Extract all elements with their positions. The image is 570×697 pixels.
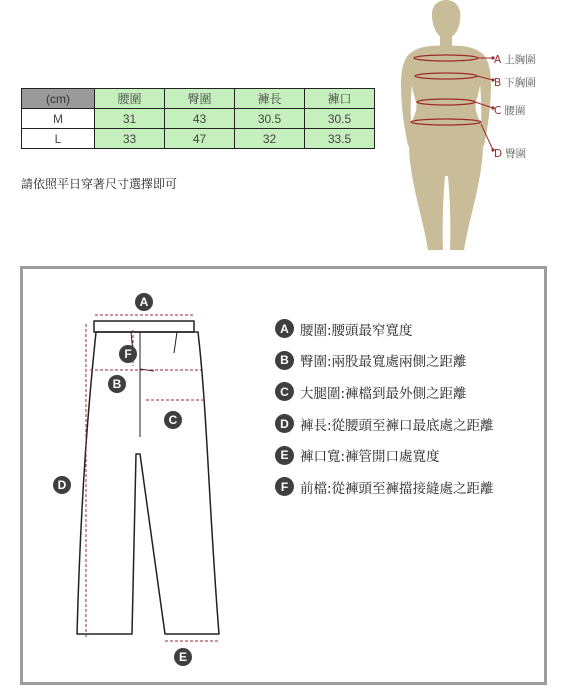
size-row-m [22,109,375,129]
legend-letter-badge: A [275,319,294,338]
legend-item [275,350,494,371]
measurement-legend [275,318,494,508]
size-label: L [22,129,95,149]
table-cell: 31 [95,109,165,129]
waistband [94,321,194,332]
mannequin-illustration [390,0,570,250]
svg-text:C: C [168,413,178,427]
legend-text: 臀圍:兩股最寬處兩側之距離 [300,354,467,371]
table-cell: 47 [165,129,235,149]
legend-item [275,476,494,497]
legend-letter-badge: E [275,446,294,465]
legend-item [275,381,494,402]
table-cell: 33 [95,129,165,149]
legend-text: 褲長:從腰頭至褲口最底處之距離 [300,417,494,434]
size-row-l [22,129,375,149]
svg-text:B: B [112,377,122,391]
figure-label-text: 臀圍 [505,148,527,160]
legend-letter-badge: B [275,351,294,370]
legend-text: 腰圍:腰頭最窄寬度 [300,322,413,339]
figure-label-under-chest [494,75,536,90]
figure-label-text: 下胸圍 [504,77,536,89]
size-table [21,88,375,149]
table-cell: 43 [165,109,235,129]
legend-item [275,445,494,466]
table-cell: 32 [235,129,305,149]
figure-label-letter: B [494,77,502,89]
svg-text:A: A [139,295,149,309]
body-measurement-figure [390,0,570,250]
size-table-header-row [22,89,375,109]
hip-header: 臀圍 [165,89,235,109]
pants-measurement-panel [20,266,547,685]
marker-b [108,375,126,393]
marker-a [135,293,153,311]
table-cell: 30.5 [235,109,305,129]
marker-e [174,648,192,666]
svg-text:E: E [178,650,188,664]
table-cell: 33.5 [305,129,375,149]
legend-item [275,318,494,339]
legend-letter-badge: F [275,477,294,496]
table-cell: 30.5 [305,109,375,129]
marker-d [53,476,71,494]
legend-item [275,413,494,434]
figure-label-letter: D [494,148,503,160]
figure-label-waist [494,103,525,118]
figure-label-upper-chest [494,52,536,67]
legend-text: 前檔:從褲頭至褲擋接縫處之距離 [300,480,494,497]
marker-c [164,411,182,429]
unit-header: (cm) [22,89,95,109]
figure-label-letter: A [494,54,502,66]
waist-header: 腰圍 [95,89,165,109]
marker-f [119,345,137,363]
figure-label-text: 上胸圍 [504,54,536,66]
legend-letter-badge: D [275,414,294,433]
size-note: 請依照平日穿著尺寸選擇即可 [21,177,178,191]
legend-text: 褲口寬:褲管開口處寬度 [300,449,440,466]
hem-header: 褲口 [305,89,375,109]
figure-label-letter: C [494,105,502,117]
length-header: 褲長 [235,89,305,109]
legend-text: 大腿圍:褲檔到最外側之距離 [300,385,467,402]
size-label: M [22,109,95,129]
figure-label-text: 腰圍 [504,105,526,117]
svg-text:F: F [124,347,132,361]
legend-letter-badge: C [275,382,294,401]
pants-outline [77,332,219,634]
svg-text:D: D [57,478,67,492]
figure-label-hip [494,146,526,161]
